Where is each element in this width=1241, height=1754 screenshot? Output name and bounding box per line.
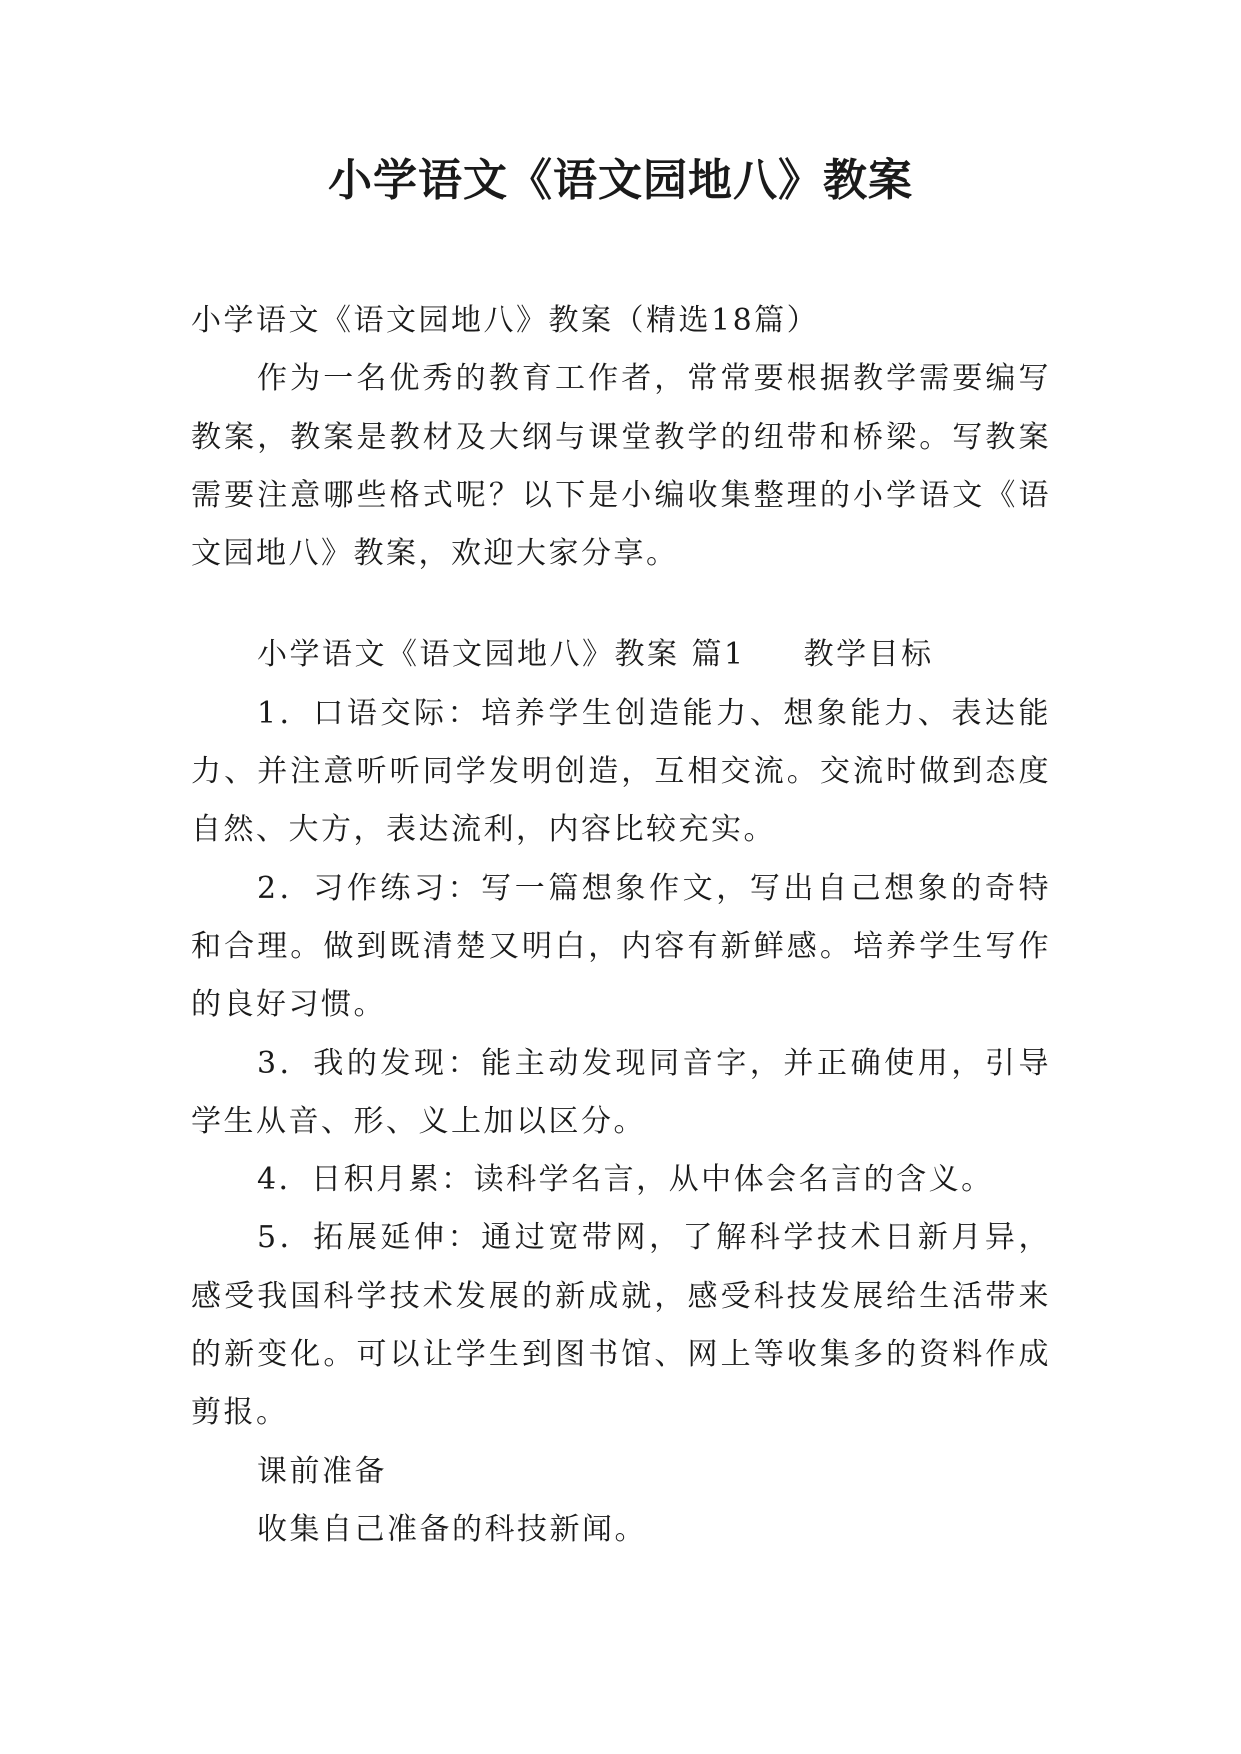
- section-heading: [191, 626, 1051, 684]
- document-subtitle: 小学语文《语文园地八》教案（精选18篇）: [191, 303, 820, 338]
- section-title: 小学语文《语文园地八》教案 篇1: [257, 637, 746, 673]
- goal-item-1: 1．口语交际：培养学生创造能力、想象能力、表达能力、并注意听听同学发明创造，互相交流。交流时做到态度自然、大方，表达流利，内容比较充实。: [191, 695, 1051, 848]
- goal-item-5: 5．拓展延伸：通过宽带网，了解科学技术日新月异，感受我国科学技术发展的新成就，感受科技发展给生活带来的新变化。可以让学生到图书馆、网上等收集多的资料作成剪报。: [191, 1220, 1051, 1431]
- document-body: [191, 292, 1051, 1559]
- goal-label: 教学目标: [803, 637, 934, 673]
- goal-item-3: 3．我的发现：能主动发现同音字，并正确使用，引导学生从音、形、义上加以区分。: [191, 1045, 1051, 1139]
- document-title: 小学语文《语文园地八》教案: [328, 155, 913, 206]
- goal-item-4: 4．日积月累：读科学名言，从中体会名言的含义。: [257, 1162, 994, 1198]
- goal-item-2: 2．习作练习：写一篇想象作文，写出自己想象的奇特和合理。做到既清楚又明白，内容有新鲜感。培养学生写作的良好习惯。: [191, 870, 1051, 1023]
- prep-text: 收集自己准备的科技新闻。: [257, 1511, 647, 1547]
- paragraph-gap: [191, 583, 1051, 626]
- prep-heading: 课前准备: [257, 1453, 387, 1489]
- intro-paragraph: 作为一名优秀的教育工作者，常常要根据教学需要编写教案，教案是教材及大纲与课堂教学的纽带和桥梁。写教案需要注意哪些格式呢？以下是小编收集整理的小学语文《语文园地八》教案，欢迎大家分享。: [191, 361, 1051, 572]
